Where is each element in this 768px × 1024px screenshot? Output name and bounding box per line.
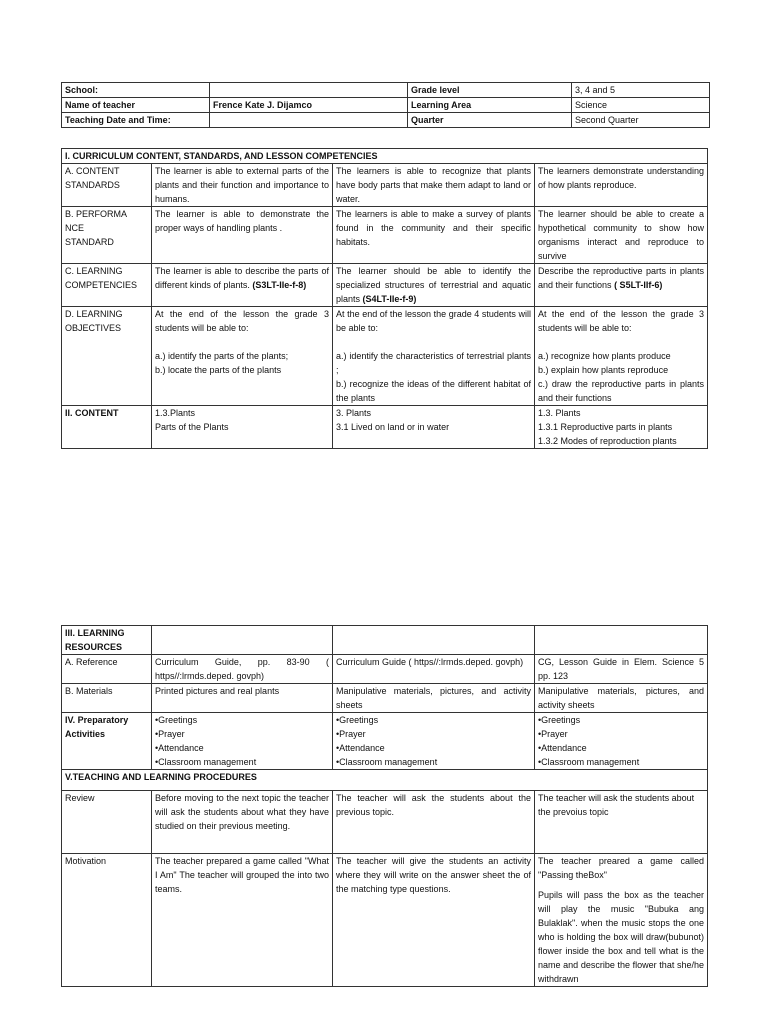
performance-standard-g3: The learner is able to demonstrate the proper ways of handling plants .	[152, 207, 333, 264]
motivation-g3: The teacher prepared a game called "What I Am" The teacher will grouped the into two teams.	[152, 854, 333, 987]
content-row	[62, 406, 708, 449]
competencies-g4-code: (S4LT-IIe-f-9)	[362, 294, 417, 304]
objectives-row	[62, 307, 708, 406]
content-standards-g5: The learners demonstrate understanding of how plants reproduce.	[535, 164, 708, 207]
review-g3: Before moving to the next topic the teacher will ask the students about what they have studied on their previous meeting.	[152, 791, 333, 854]
curriculum-title-row	[62, 149, 708, 164]
competencies-g3-code: (S3LT-IIe-f-8)	[252, 280, 307, 290]
reference-g5: CG, Lesson Guide in Elem. Science 5 pp. 123	[535, 655, 708, 684]
curriculum-section-title: I. CURRICULUM CONTENT, STANDARDS, AND LESSON COMPETENCIES	[62, 149, 708, 164]
date-value	[210, 113, 408, 128]
review-row	[62, 791, 708, 854]
competencies-g4	[333, 264, 535, 307]
prep-g4-item: •Prayer	[336, 729, 366, 739]
reference-g3: Curriculum Guide, pp. 83-90 ( https//:lrmds.deped. govph)	[152, 655, 333, 684]
competencies-label: C. LEARNING COMPETENCIES	[62, 264, 152, 307]
header-table	[61, 82, 710, 128]
materials-g3: Printed pictures and real plants	[152, 684, 333, 713]
performance-standard-label	[62, 207, 152, 264]
reference-label: A. Reference	[62, 655, 152, 684]
performance-standard-g5: The learner should be able to create a hypothetical community to show how organisms interact and reproduce to survive	[535, 207, 708, 264]
preparatory-g5	[535, 713, 708, 770]
quarter-label: Quarter	[408, 113, 572, 128]
prep-g4-item: •Attendance	[336, 743, 385, 753]
preparatory-g4	[333, 713, 535, 770]
motivation-label: Motivation	[62, 854, 152, 987]
objectives-g4-a: a.) identify the characteristics of terrestrial plants ;	[336, 351, 531, 375]
teaching-section-title: V.TEACHING AND LEARNING PROCEDURES	[62, 770, 708, 791]
header-row-school	[62, 83, 710, 98]
header-row-teacher	[62, 98, 710, 113]
preparatory-g3	[152, 713, 333, 770]
competencies-g3	[152, 264, 333, 307]
objectives-g3	[152, 307, 333, 406]
content-g5-line2: 1.3.1 Reproductive parts in plants	[538, 422, 673, 432]
competencies-g3-text: The learner is able to describe the parts of different kinds of plants.	[155, 266, 329, 290]
content-g3	[152, 406, 333, 449]
reference-g4: Curriculum Guide ( https//:lrmds.deped. govph)	[333, 655, 535, 684]
teaching-title-row	[62, 770, 708, 791]
content-g5-line1: 1.3. Plants	[538, 408, 581, 418]
content-g5	[535, 406, 708, 449]
content-g4-line2: 3.1 Lived on land or in water	[336, 422, 450, 432]
materials-g4: Manipulative materials, pictures, and activity sheets	[333, 684, 535, 713]
motivation-g5-p2: Pupils will pass the box as the teacher will play the music "Bubuka ang Bulaklak". when the music stops the one who is holding the box will draw(bubunot) flower inside the box and tell what is the name and describe the flower that she/he withdrawn	[538, 890, 704, 984]
resources-row	[62, 626, 708, 655]
area-value: Science	[572, 98, 710, 113]
motivation-g5	[535, 854, 708, 987]
review-g4: The teacher will ask the students about the previous topic.	[333, 791, 535, 854]
performance-label-line2: NCE	[65, 223, 85, 233]
objectives-g5-intro: At the end of the lesson the grade 3 students will be able to:	[538, 309, 705, 333]
resources-g4	[333, 626, 535, 655]
prep-g3-item: •Classroom management	[155, 757, 257, 767]
competencies-g4-text: The learner should be able to identify the specialized structures of terrestrial and aquatic plants	[336, 266, 531, 304]
objectives-g5	[535, 307, 708, 406]
area-label: Learning Area	[408, 98, 572, 113]
prep-g5-item: •Prayer	[538, 729, 568, 739]
objectives-g4-b: b.) recognize the ideas of the different habitat of the plants	[336, 379, 531, 403]
prep-g4-item: •Greetings	[336, 715, 379, 725]
materials-label: B. Materials	[62, 684, 152, 713]
objectives-g5-a: a.) recognize how plants produce	[538, 351, 671, 361]
objectives-g5-c: c.) draw the reproductive parts in plants and their functions	[538, 379, 705, 403]
resources-g5	[535, 626, 708, 655]
objectives-label: D. LEARNING OBJECTIVES	[62, 307, 152, 406]
objectives-g5-b: b.) explain how plants reproduce	[538, 365, 669, 375]
materials-g5: Manipulative materials, pictures, and activity sheets	[535, 684, 708, 713]
grade-label: Grade level	[408, 83, 572, 98]
motivation-row	[62, 854, 708, 987]
competencies-g5-code: ( S5LT-IIf-6)	[614, 280, 663, 290]
competencies-g5	[535, 264, 708, 307]
review-g5: The teacher will ask the students about the prevoius topic	[535, 791, 708, 854]
preparatory-row	[62, 713, 708, 770]
prep-g3-item: •Greetings	[155, 715, 198, 725]
performance-standard-g4: The learners is able to make a survey of plants found in the community and their specific habitats.	[333, 207, 535, 264]
teacher-value: Frence Kate J. Dijamco	[210, 98, 408, 113]
date-label: Teaching Date and Time:	[62, 113, 210, 128]
school-value	[210, 83, 408, 98]
motivation-g5-p1: The teacher preared a game called "Passing theBox"	[538, 856, 704, 880]
content-standards-label: A. CONTENT STANDARDS	[62, 164, 152, 207]
school-label: School:	[62, 83, 210, 98]
performance-label-line1: B. PERFORMA	[65, 209, 128, 219]
objectives-g3-intro: At the end of the lesson the grade 3 students will be able to:	[155, 309, 329, 333]
prep-g4-item: •Classroom management	[336, 757, 438, 767]
content-g4-line1: 3. Plants	[336, 408, 372, 418]
materials-row	[62, 684, 708, 713]
objectives-g3-a: a.) identify the parts of the plants;	[155, 351, 289, 361]
content-g3-line1: 1.3.Plants	[155, 408, 196, 418]
content-standards-row	[62, 164, 708, 207]
content-g5-line3: 1.3.2 Modes of reproduction plants	[538, 436, 677, 446]
quarter-value: Second Quarter	[572, 113, 710, 128]
prep-g5-item: •Classroom management	[538, 757, 640, 767]
content-standards-g3: The learner is able to external parts of the plants and their function and importance to humans.	[152, 164, 333, 207]
content-label: II. CONTENT	[62, 406, 152, 449]
reference-row	[62, 655, 708, 684]
resources-g3	[152, 626, 333, 655]
objectives-g4	[333, 307, 535, 406]
performance-label-line3: STANDARD	[65, 237, 114, 247]
objectives-g4-intro: At the end of the lesson the grade 4 students will be able to:	[336, 309, 531, 333]
competencies-row	[62, 264, 708, 307]
curriculum-table	[61, 148, 708, 449]
prep-g3-item: •Attendance	[155, 743, 204, 753]
content-standards-g4: The learners is able to recognize that plants have body parts that make them adapt to land or water.	[333, 164, 535, 207]
prep-g5-item: •Greetings	[538, 715, 581, 725]
teacher-label: Name of teacher	[62, 98, 210, 113]
motivation-g4: The teacher will give the students an activity where they will write on the answer sheet the of the matching type questions.	[333, 854, 535, 987]
content-g4	[333, 406, 535, 449]
content-g3-line2: Parts of the Plants	[155, 422, 229, 432]
competencies-g5-text: Describe the reproductive parts in plants and their functions	[538, 266, 705, 290]
prep-g3-item: •Prayer	[155, 729, 185, 739]
review-label: Review	[62, 791, 152, 854]
prep-g5-item: •Attendance	[538, 743, 587, 753]
performance-standard-row	[62, 207, 708, 264]
grade-value: 3, 4 and 5	[572, 83, 710, 98]
preparatory-label: IV. Preparatory Activities	[62, 713, 152, 770]
header-row-date	[62, 113, 710, 128]
resources-label: III. LEARNING RESOURCES	[62, 626, 152, 655]
procedures-table	[61, 625, 708, 987]
objectives-g3-b: b.) locate the parts of the plants	[155, 365, 282, 375]
